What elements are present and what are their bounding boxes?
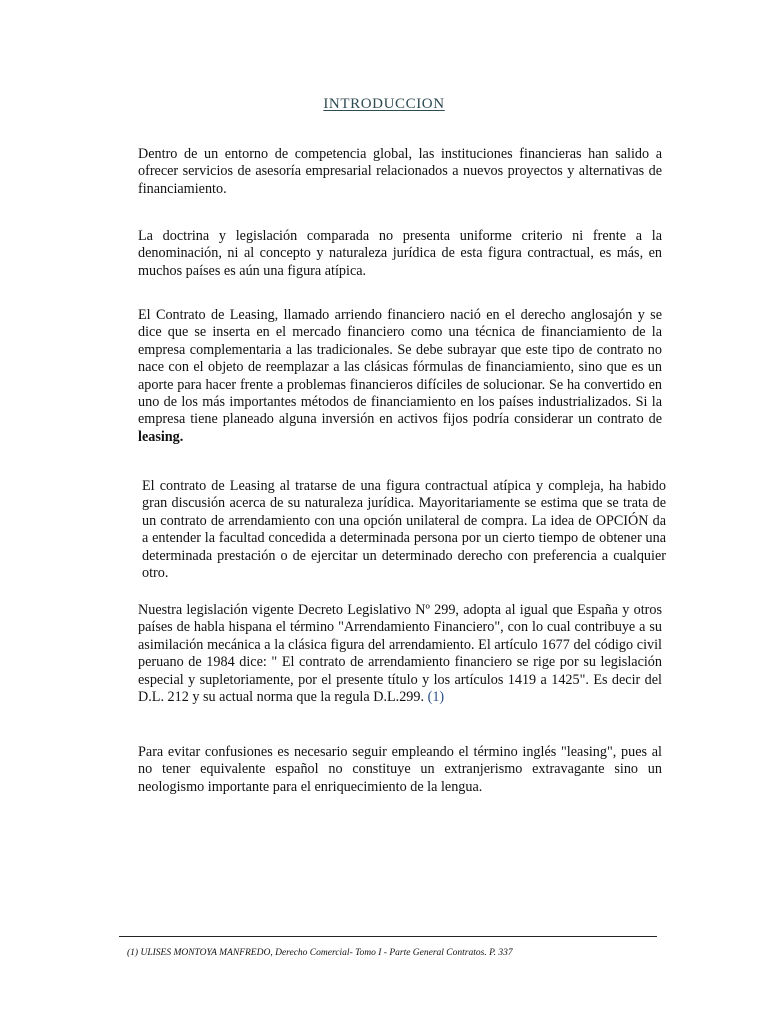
paragraph-doctrine [138,228,662,280]
paragraph-text: Dentro de un entorno de competencia global, las instituciones financieras han salido a ofrecer servicios de asesoría empresarial relacionados a nuevos proyectos y alternativas de financiamiento. [138,146,662,197]
document-title: INTRODUCCION [323,96,445,112]
paragraph-legislation [138,602,662,706]
paragraph-leasing-contract [138,307,662,446]
paragraph-text: Para evitar confusiones es necesario seguir empleando el término inglés "leasing", pues al no tener equivalente español no constituye un extranjerismo extravagante sino un neologismo importante para el enriquecimiento de la lengua. [138,744,662,795]
footnote-reference[interactable]: (1) [427,689,445,706]
footnote-divider [119,936,657,937]
footnote-text: (1) ULISES MONTOYA MANFREDO, Derecho Comercial- Tomo I - Parte General Contratos. P. 337 [127,948,513,958]
paragraph-text: La doctrina y legislación comparada no presenta uniforme criterio ni frente a la denominación, ni al concepto y naturaleza jurídica de esta figura contractual, es más, en muchos países es aún una figura atípica. [138,228,662,279]
bold-term-leasing: leasing. [138,428,184,445]
paragraph-intro [138,146,662,198]
paragraph-text: Nuestra legislación vigente Decreto Legislativo Nº 299, adopta al igual que España y otros países de habla hispana el término "Arrendamiento Financiero", con lo cual contribuye a su asimilación mecánica a la clásica figura del arrendamiento. El artículo 1677 del código civil peruano de 1984 dice: " El contrato de arrendamiento financiero se rige por su legislación especial y supletoriamente, por el presente título y los artículos 1419 a 1425". Es decir del D.L. 212 y su actual norma que la regula D.L.299. [138,602,662,706]
paragraph-text: El Contrato de Leasing, llamado arriendo financiero nació en el derecho anglosajón y se dice que se inserta en el mercado financiero como una técnica de financiamiento de la empresa complementaria a las tradicionales. Se debe subrayar que este tipo de contrato no nace con el objeto de reemplazar a las clásicas fórmulas de financiamiento, sino que es un aporte para hacer frente a problemas financieros difíciles de solucionar. Se ha convertido en uno de los más importantes métodos de financiamiento en los países industrializados. Si la empresa tiene planeado alguna inversión en activos fijos podría considerar un contrato de [138,307,662,428]
paragraph-terminology [138,744,662,796]
paragraph-legal-nature [138,478,666,582]
paragraph-text: El contrato de Leasing al tratarse de una figura contractual atípica y compleja, ha habido gran discusión acerca de su naturaleza jurídica. Mayoritariamente se estima que se trata de un contrato de arrendamiento con una opción unilateral de compra. La idea de OPCIÓN da a entender la facultad concedida a determinada persona por un cierto tiempo de obtener una determinada prestación o de ejercitar un determinado derecho con preferencia a cualquier otro. [142,478,666,582]
